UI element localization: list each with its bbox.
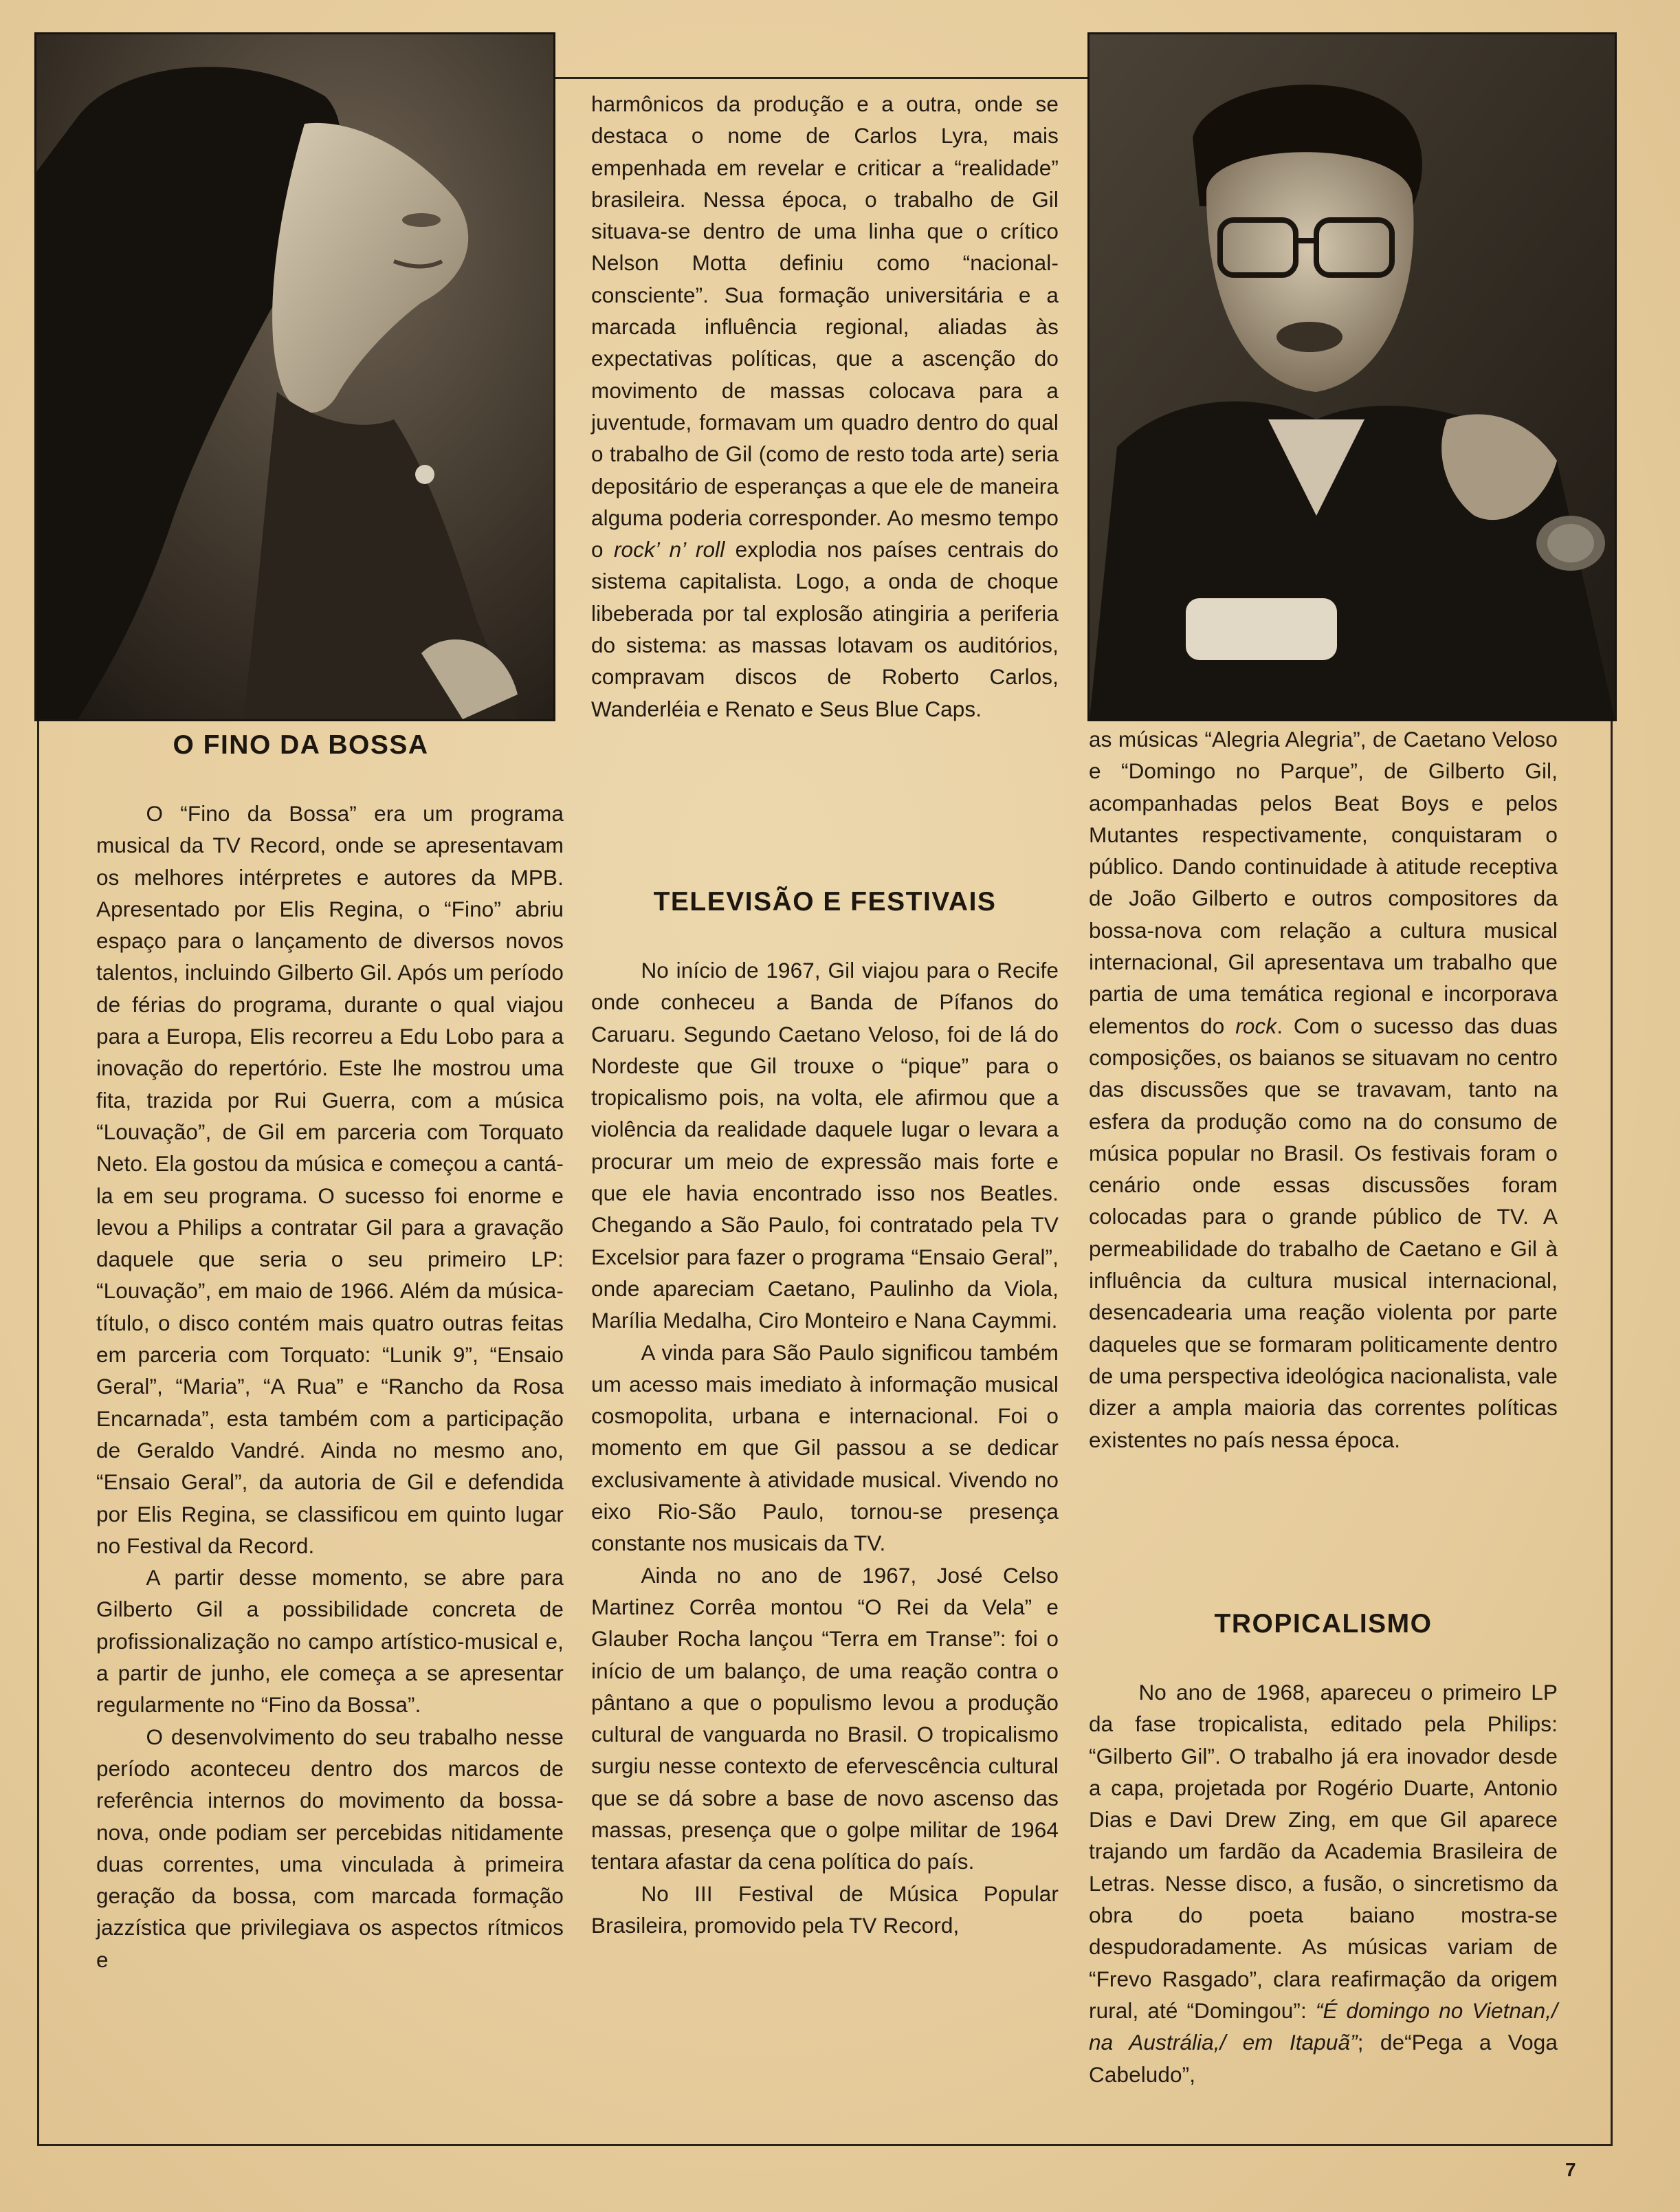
tropicalismo-text-b: ; de“Pega a Voga Cabeludo”,	[1089, 2030, 1558, 2087]
middle-text-a: harmônicos da produção e a outra, onde se destaca o nome de Carlos Lyra, mais empenhada em revelar e criticar a “realidade” brasileira. Nessa época, o trabalho de Gil situava-se dentro de uma linha que o crítico Nelson Motta definiu como “nacional-consciente”. Sua formação universitária e a marcada influência regional, aliadas às expectativas políticas, que a ascenção do movimento de massas colocava para a juventude, formavam um quadro dentro do qual o trabalho de Gil (como de resto toda arte) seria depositário de esperanças a que ele de maneira alguma poderia corresponder. Ao mesmo tempo o	[591, 91, 1059, 562]
photo-elis-regina-image	[36, 34, 553, 719]
photo-man-with-microphone	[1087, 32, 1617, 721]
right-continuation-paragraph	[1089, 723, 1558, 1456]
right-text-a: as músicas “Alegria Alegria”, de Caetano Veloso e “Domingo no Parque”, de Gilberto Gil, acompanhadas pelos Beat Boys e pelos Mutantes respectivamente, conquistaram o público. Dando continuidade à atitude receptiva de João Gilberto e outros compositores da bossa-nova com relação a cultura musical internacional, Gil apresentava um trabalho que partia de uma temática regional e incorporava elementos do	[1089, 727, 1558, 1038]
heading-fino-da-bossa: O FINO DA BOSSA	[173, 730, 429, 760]
column-left	[96, 798, 564, 1975]
tropicalismo-paragraph	[1089, 1676, 1558, 2090]
tv-paragraph-1: No início de 1967, Gil viajou para o Recife onde conheceu a Banda de Pífanos do Caruaru. Segundo Caetano Veloso, foi de lá do Nordeste que Gil trouxe o “pique” para o tropicalismo pois, na volta, ele afirmou que a violência da realidade daquele lugar o levara a procurar um meio de expressão mais forte e que ele havia encontrado isso nos Beatles. Chegando a São Paulo, foi contratado pela TV Excelsior para fazer o programa “Ensaio Geral”, onde apareciam Caetano, Paulinho da Viola, Marília Medalha, Ciro Monteiro e Nana Caymmi.	[591, 958, 1059, 1333]
fino-paragraph-2: A partir desse momento, se abre para Gilberto Gil a possibilidade concreta de profissionalização no campo artístico-musical e, a partir de junho, ele começa a se apresentar regularmente no “Fino da Bossa”.	[96, 1565, 564, 1718]
tv-paragraph-2: A vinda para São Paulo significou também um acesso mais imediato à informação musical cosmopolita, urbana e internacional. Foi o momento em que Gil passou a se dedicar exclusivamente à atividade musical. Vivendo no eixo Rio-São Paulo, tornou-se presença constante nos musicais da TV.	[591, 1339, 1059, 1556]
column-right-tropicalismo	[1089, 1676, 1558, 2090]
column-right	[1089, 723, 1558, 1456]
frame-top-rule	[554, 77, 1089, 79]
heading-televisao-e-festivais: TELEVISÃO E FESTIVAIS	[653, 887, 997, 917]
tropicalismo-text-quote: “É domingo no Vietnan,/ na Austrália,/ em Itapuã”	[1089, 1997, 1558, 2055]
frame-left-rule	[37, 715, 39, 2145]
right-text-rock: rock	[1235, 1013, 1277, 1038]
fino-paragraph-3: O desenvolvimento do seu trabalho nesse período aconteceu dentro dos marcos de referência internos do movimento da bossa-nova, onde podiam ser percebidas nitidamente duas correntes, uma vinculada à primeira geração da bossa, com marcada formação jazzística que privilegiava os aspectos rítmicos e	[96, 1724, 564, 1972]
right-text-b: . Com o sucesso das duas composições, os baianos se situavam no centro das discussões que se travavam, tanto na esfera da produção como na do consumo de música popular no Brasil. Os festivais foram o cenário onde essas discussões foram colocadas para o grande público de TV. A permeabilidade do trabalho de Caetano e Gil à influência da cultura musical internacional, desencadearia uma reação violenta por parte daqueles que se formaram politicamente dentro de uma perspectiva ideológica nacionalista, vale dizer a ampla maioria das correntes políticas existentes no país nessa época.	[1089, 1013, 1558, 1452]
middle-text-rock-n-roll: rock’ n’ roll	[613, 537, 725, 562]
heading-tropicalismo: TROPICALISMO	[1214, 1609, 1433, 1639]
column-middle	[591, 88, 1059, 725]
photo-elis-regina	[34, 32, 555, 721]
middle-continuation-paragraph	[591, 88, 1059, 725]
fino-paragraph-1: O “Fino da Bossa” era um programa musical da TV Record, onde se apresentavam os melhores intérpretes e autores da MPB. Apresentado por Elis Regina, o “Fino” abriu espaço para o lançamento de diversos novos talentos, incluindo Gilberto Gil. Após um período de férias do programa, durante o qual viajou para a Europa, Elis recorreu a Edu Lobo para a inovação do repertório. Este lhe mostrou uma fita, trazida por Rui Guerra, com a música “Louvação”, de Gil em parceria com Torquato Neto. Ela gostou da música e começou a cantá-la em seu programa. O sucesso foi enorme e levou a Philips a contratar Gil para a gravação daquele que seria o seu primeiro LP: “Louvação”, em maio de 1966. Além da música-título, o disco contém mais quatro outras feitas em parceria com Torquato: “Lunik 9”, “Ensaio Geral”, “Maria”, “A Rua” e “Rancho da Rosa Encarnada”, esta também com a participação de Geraldo Vandré. Ainda no mesmo ano, “Ensaio Geral”, da autoria de Gil e defendida por Elis Regina, se classificou em quinto lugar no Festival da Record.	[96, 801, 564, 1558]
tv-paragraph-4: No III Festival de Música Popular Brasileira, promovido pela TV Record,	[591, 1881, 1059, 1938]
tropicalismo-text-a: No ano de 1968, apareceu o primeiro LP da fase tropicalista, editado pela Philips: “Gilberto Gil”. O trabalho já era inovador desde a capa, projetada por Rogério Duarte, Antonio Dias e Davi Drew Zing, em que Gil aparece trajando um fardão da Academia Brasileira de Letras. Nesse disco, a fusão, o sincretismo da obra do poeta baiano mostra-se despudoradamente. As músicas variam de “Frevo Rasgado”, clara reafirmação da origem rural, até “Domingou”:	[1089, 1680, 1558, 2023]
frame-right-rule	[1611, 715, 1613, 2146]
middle-text-b: explodia nos países centrais do sistema capitalista. Logo, a onda de choque libeberada por tal explosão atingiria a periferia do sistema: as massas lotavam os auditórios, compravam discos de Roberto Carlos, Wanderléia e Renato e Seus Blue Caps.	[591, 537, 1059, 721]
column-middle-tv	[591, 954, 1059, 1941]
page-number: 7	[1565, 2159, 1576, 2180]
tv-paragraph-3: Ainda no ano de 1967, José Celso Martinez Corrêa montou “O Rei da Vela” e Glauber Rocha lançou “Terra em Transe”: foi o início de um balanço, de uma reação contra o pântano a que o populismo levou a produção cultural de vanguarda no Brasil. O tropicalismo surgiu nesse contexto de efervescência cultural que se dá sobre a base de novo ascenso das massas, presença que o golpe militar de 1964 tentara afastar da cena política do país.	[591, 1562, 1059, 1874]
frame-bottom-rule	[37, 2144, 1613, 2146]
photo-man-with-microphone-image	[1090, 34, 1615, 719]
